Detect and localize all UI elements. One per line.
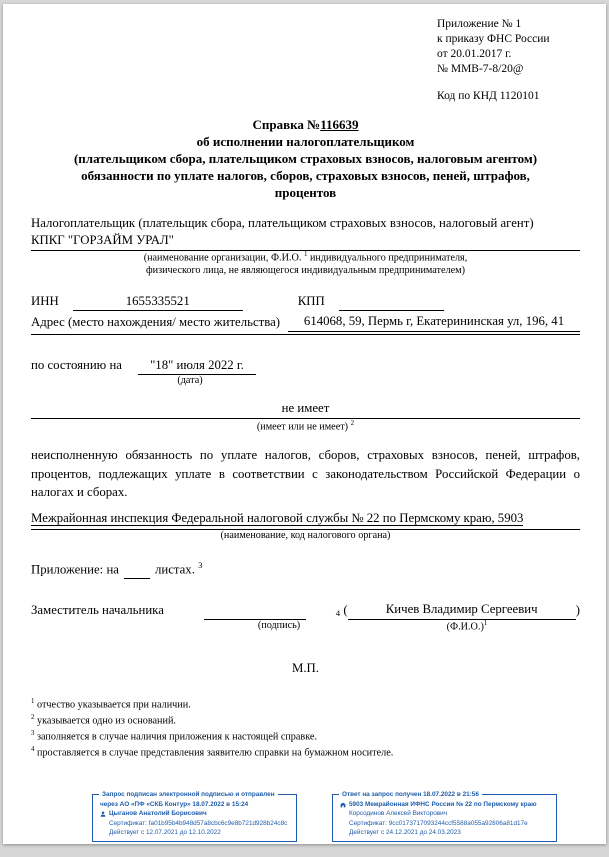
sign-hint: (подпись) <box>257 619 301 631</box>
footnote-sup: 4 <box>31 746 35 754</box>
authority-name: Межрайонная инспекция Федеральной налоговой службы № 22 по Пермскому краю, 5903 <box>31 510 524 525</box>
status-hint-text: (имеет или не имеет) <box>256 421 349 433</box>
title-line: процентов <box>274 184 337 200</box>
footnote-sup: 1 <box>31 697 35 705</box>
appendix-suffix: листах. <box>154 562 195 577</box>
stamp-right-valid: Действует с 24.12.2021 до 24.03.2023 <box>349 828 461 836</box>
footnote-sup: 3 <box>31 730 35 738</box>
signature-stamp-request <box>92 791 297 842</box>
footnote-sup: 2 <box>31 714 35 722</box>
signer-name: Кичев Владимир Сергеевич <box>348 601 576 619</box>
title-line-number <box>31 117 580 134</box>
footnotes <box>31 697 580 762</box>
header-line: № ММВ-7-8/20@ <box>437 62 524 75</box>
taxpayer-label: Налогоплательщик (плательщик сбора, плательщиком страховых взносов, налоговый агент) <box>31 215 534 230</box>
title-line: об исполнении налогоплательщиком <box>196 134 415 150</box>
header-line: к приказу ФНС России <box>437 32 550 45</box>
paren-close: ) <box>575 603 581 618</box>
date-hint: (дата) <box>177 374 203 386</box>
stamp-right-org-row <box>340 800 551 809</box>
paren-open: ( <box>343 603 348 618</box>
taxpayer-hint <box>31 251 580 265</box>
stamp-right-cert: Сертификат: 9cc0173717093244ccf5588a055a92806a81d17e <box>349 819 528 827</box>
fio-hint <box>351 620 583 634</box>
org-icon <box>340 802 346 808</box>
stamp-left-person-row <box>100 809 291 818</box>
inn-kpp-row <box>31 293 580 311</box>
taxpayer-hint-line2: физического лица, не являющегося индивидуальным предпринимателем) <box>146 265 465 277</box>
status-hint <box>31 420 580 434</box>
appendix-row <box>31 560 580 580</box>
footnote-text: заполняется в случае наличия приложения к настоящей справке. <box>37 731 317 743</box>
stamp-right-legend: Ответ на запрос получен 18.07.2022 в 21:56 <box>339 790 482 799</box>
inn-label: ИНН <box>31 294 59 309</box>
footnote <box>31 713 580 729</box>
as-of-label: по состоянию на <box>31 357 122 372</box>
signature-block <box>31 601 580 635</box>
stamp-left-cert: Сертификат: fa01b95b4b948d57a8cbc6c9e8b721d928b24c8c <box>109 819 288 827</box>
signature-hints <box>31 620 580 636</box>
taxpayer-hint-sup: 1 <box>303 251 308 259</box>
document-page <box>3 4 606 844</box>
authority-row <box>31 510 580 530</box>
header-appendix <box>437 17 580 77</box>
stamp-left-line2: через АО «ПФ «СКБ Контур» 18.07.2022 в 15:24 <box>100 801 249 808</box>
taxpayer-hint-a: (наименование организации, Ф.И.О. <box>143 252 302 264</box>
stamp-left-valid: Действует с 12.07.2021 до 12.10.2022 <box>109 828 221 836</box>
signature-blank <box>204 601 305 619</box>
appendix-prefix: Приложение: на <box>31 562 119 577</box>
taxpayer-name: КПКГ "ГОРЗАЙМ УРАЛ" <box>31 232 580 251</box>
address-label: Адрес (место нахождения/ место жительства) <box>31 315 281 330</box>
knd-code: Код по КНД 1120101 <box>437 89 540 102</box>
footnote <box>31 745 580 761</box>
footnote <box>31 697 580 713</box>
status-hint-sup: 2 <box>350 419 355 427</box>
footnote <box>31 729 580 745</box>
signer-icon <box>100 811 106 817</box>
fio-hint-text: (Ф.И.О.) <box>446 620 484 632</box>
signature-row <box>31 601 580 619</box>
appendix-sheets-blank <box>124 561 150 579</box>
taxpayer-hint-b: индивидуального предпринимателя, <box>309 252 468 264</box>
inn-value: 1655335521 <box>73 293 243 311</box>
kpp-value-blank <box>339 293 444 311</box>
obligation-paragraph: неисполненную обязанность по уплате налогов, сборов, страховых взносов, пеней, штрафов, процентов, подлежащих уплате в соответствии с законодательством Российской Федерации о налогах и сборах. <box>31 448 580 500</box>
address-value: 614068, 59, Пермь г, Екатерининская ул, 196, 41 <box>288 313 580 331</box>
stamp-right-person: Корсодинов Алексей Викторович <box>349 810 448 818</box>
stamp-left-legend: Запрос подписан электронной подписью и отправлен <box>99 790 278 799</box>
signature-sup: 4 <box>335 607 341 618</box>
address-row <box>31 313 580 334</box>
title-line: обязанности по уплате налогов, сборов, страховых взносов, пеней, штрафов, <box>81 167 530 183</box>
signature-stamp-response <box>332 791 557 842</box>
stamp-left-person: Цыганов Анатолий Борисович <box>109 810 207 818</box>
title-prefix: Справка № <box>252 117 321 133</box>
title-line: (плательщиком сбора, плательщиком страховых взносов, налоговым агентом) <box>73 151 538 167</box>
appendix-sup: 3 <box>198 559 203 570</box>
as-of-date: "18" июля 2022 г. <box>138 357 256 375</box>
status-value: не имеет <box>31 400 580 419</box>
certificate-number: 116639 <box>320 117 359 133</box>
kpp-label: КПП <box>297 294 325 309</box>
signature-position: Заместитель начальника <box>31 603 164 618</box>
footnote-text: отчество указывается при наличии. <box>37 699 191 711</box>
document-title <box>31 117 580 201</box>
seal-mark: М.П. <box>291 660 320 675</box>
header-line: от 20.01.2017 г. <box>437 47 512 60</box>
authority-hint: (наименование, код налогового органа) <box>220 530 391 541</box>
as-of-row <box>31 357 580 375</box>
header-line: Приложение № 1 <box>437 18 522 30</box>
footnote-text: указывается одно из оснований. <box>37 715 176 727</box>
stamp-right-org: 5903 Межрайонная ИФНС России № 22 по Пермскому краю <box>349 801 537 808</box>
footnote-text: проставляется в случае представления заявителю справки на бумажном носителе. <box>37 747 394 759</box>
fio-hint-sup: 1 <box>483 619 488 627</box>
